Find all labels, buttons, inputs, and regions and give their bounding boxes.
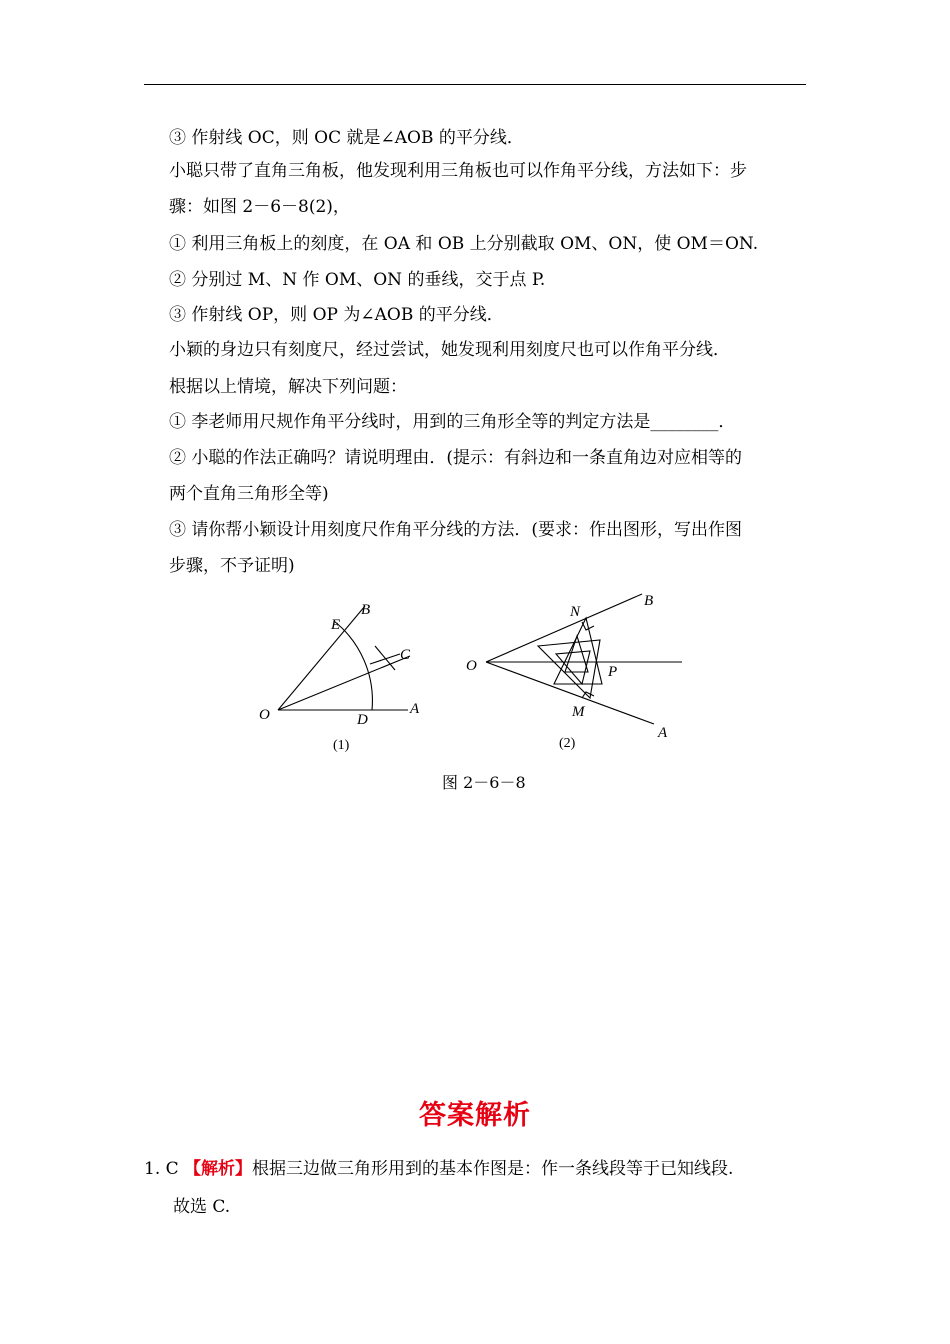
text-line: ③ 请你帮小颖设计用刻度尺作角平分线的方法．(要求：作出图形，写出作图 [169,520,743,540]
label-D: D [357,712,368,728]
answer-1-text: 根据三边做三角形用到的基本作图是：作一条线段等于已知线段. [252,1159,734,1179]
caption-1: (1) [333,738,350,753]
text-line: ① 李老师用尺规作角平分线时，用到的三角形全等的判定方法是________． [169,412,736,432]
set-square-N [554,618,602,684]
right-angle-M [582,692,594,698]
header-rule [144,84,806,85]
text-line: ② 分别过 M、N 作 OM、ON 的垂线，交于点 P. [169,270,546,290]
text-line: 骤：如图 2－6－8(2)， [169,197,350,217]
label-A: A [410,701,420,717]
ray-OA [486,662,654,724]
text-line: ③ 作射线 OP，则 OP 为∠AOB 的平分线． [169,305,504,325]
label-E: E [331,617,341,633]
label-A2: A [658,725,668,741]
label-C: C [400,647,411,663]
text-line: 两个直角三角形全等) [169,484,329,504]
geometry-figures [250,588,700,758]
set-square-M-inner [556,651,590,684]
answer-1-num: 1. C [144,1159,179,1179]
answers-title: 答案解析 [419,1100,531,1131]
text-line: ① 利用三角板上的刻度，在 OA 和 OB 上分别截取 OM、ON，使 OM＝ON. [169,234,759,254]
text-line: 根据以上情境，解决下列问题： [169,377,407,397]
text-line: 小颖的身边只有刻度尺，经过尝试，她发现利用刻度尺也可以作角平分线． [169,340,730,360]
label-M: M [572,704,585,720]
text-line: 小聪只带了直角三角板，他发现利用三角板也可以作角平分线，方法如下：步 [169,161,747,181]
label-B2: B [644,593,654,609]
text-line: 步骤，不予证明) [169,556,295,576]
answer-1 [144,1154,733,1179]
label-O: O [259,707,270,723]
figure-caption: 图 2－6－8 [442,773,526,792]
text-line: ② 小聪的作法正确吗？请说明理由．(提示：有斜边和一条直角边对应相等的 [169,448,743,468]
answer-1-tag: 【解析】 [184,1159,253,1179]
label-N: N [570,604,581,620]
text-line: ③ 作射线 OC，则 OC 就是∠AOB 的平分线． [169,128,524,148]
answer-1-continued: 故选 C. [173,1197,231,1217]
label-B: B [361,602,371,618]
caption-2: (2) [559,736,576,751]
label-O2: O [466,658,477,674]
ray-OB [486,594,642,662]
ray-OB [278,606,365,710]
figure-1 [278,606,410,710]
label-P: P [608,664,618,680]
arc-ED [334,621,372,710]
